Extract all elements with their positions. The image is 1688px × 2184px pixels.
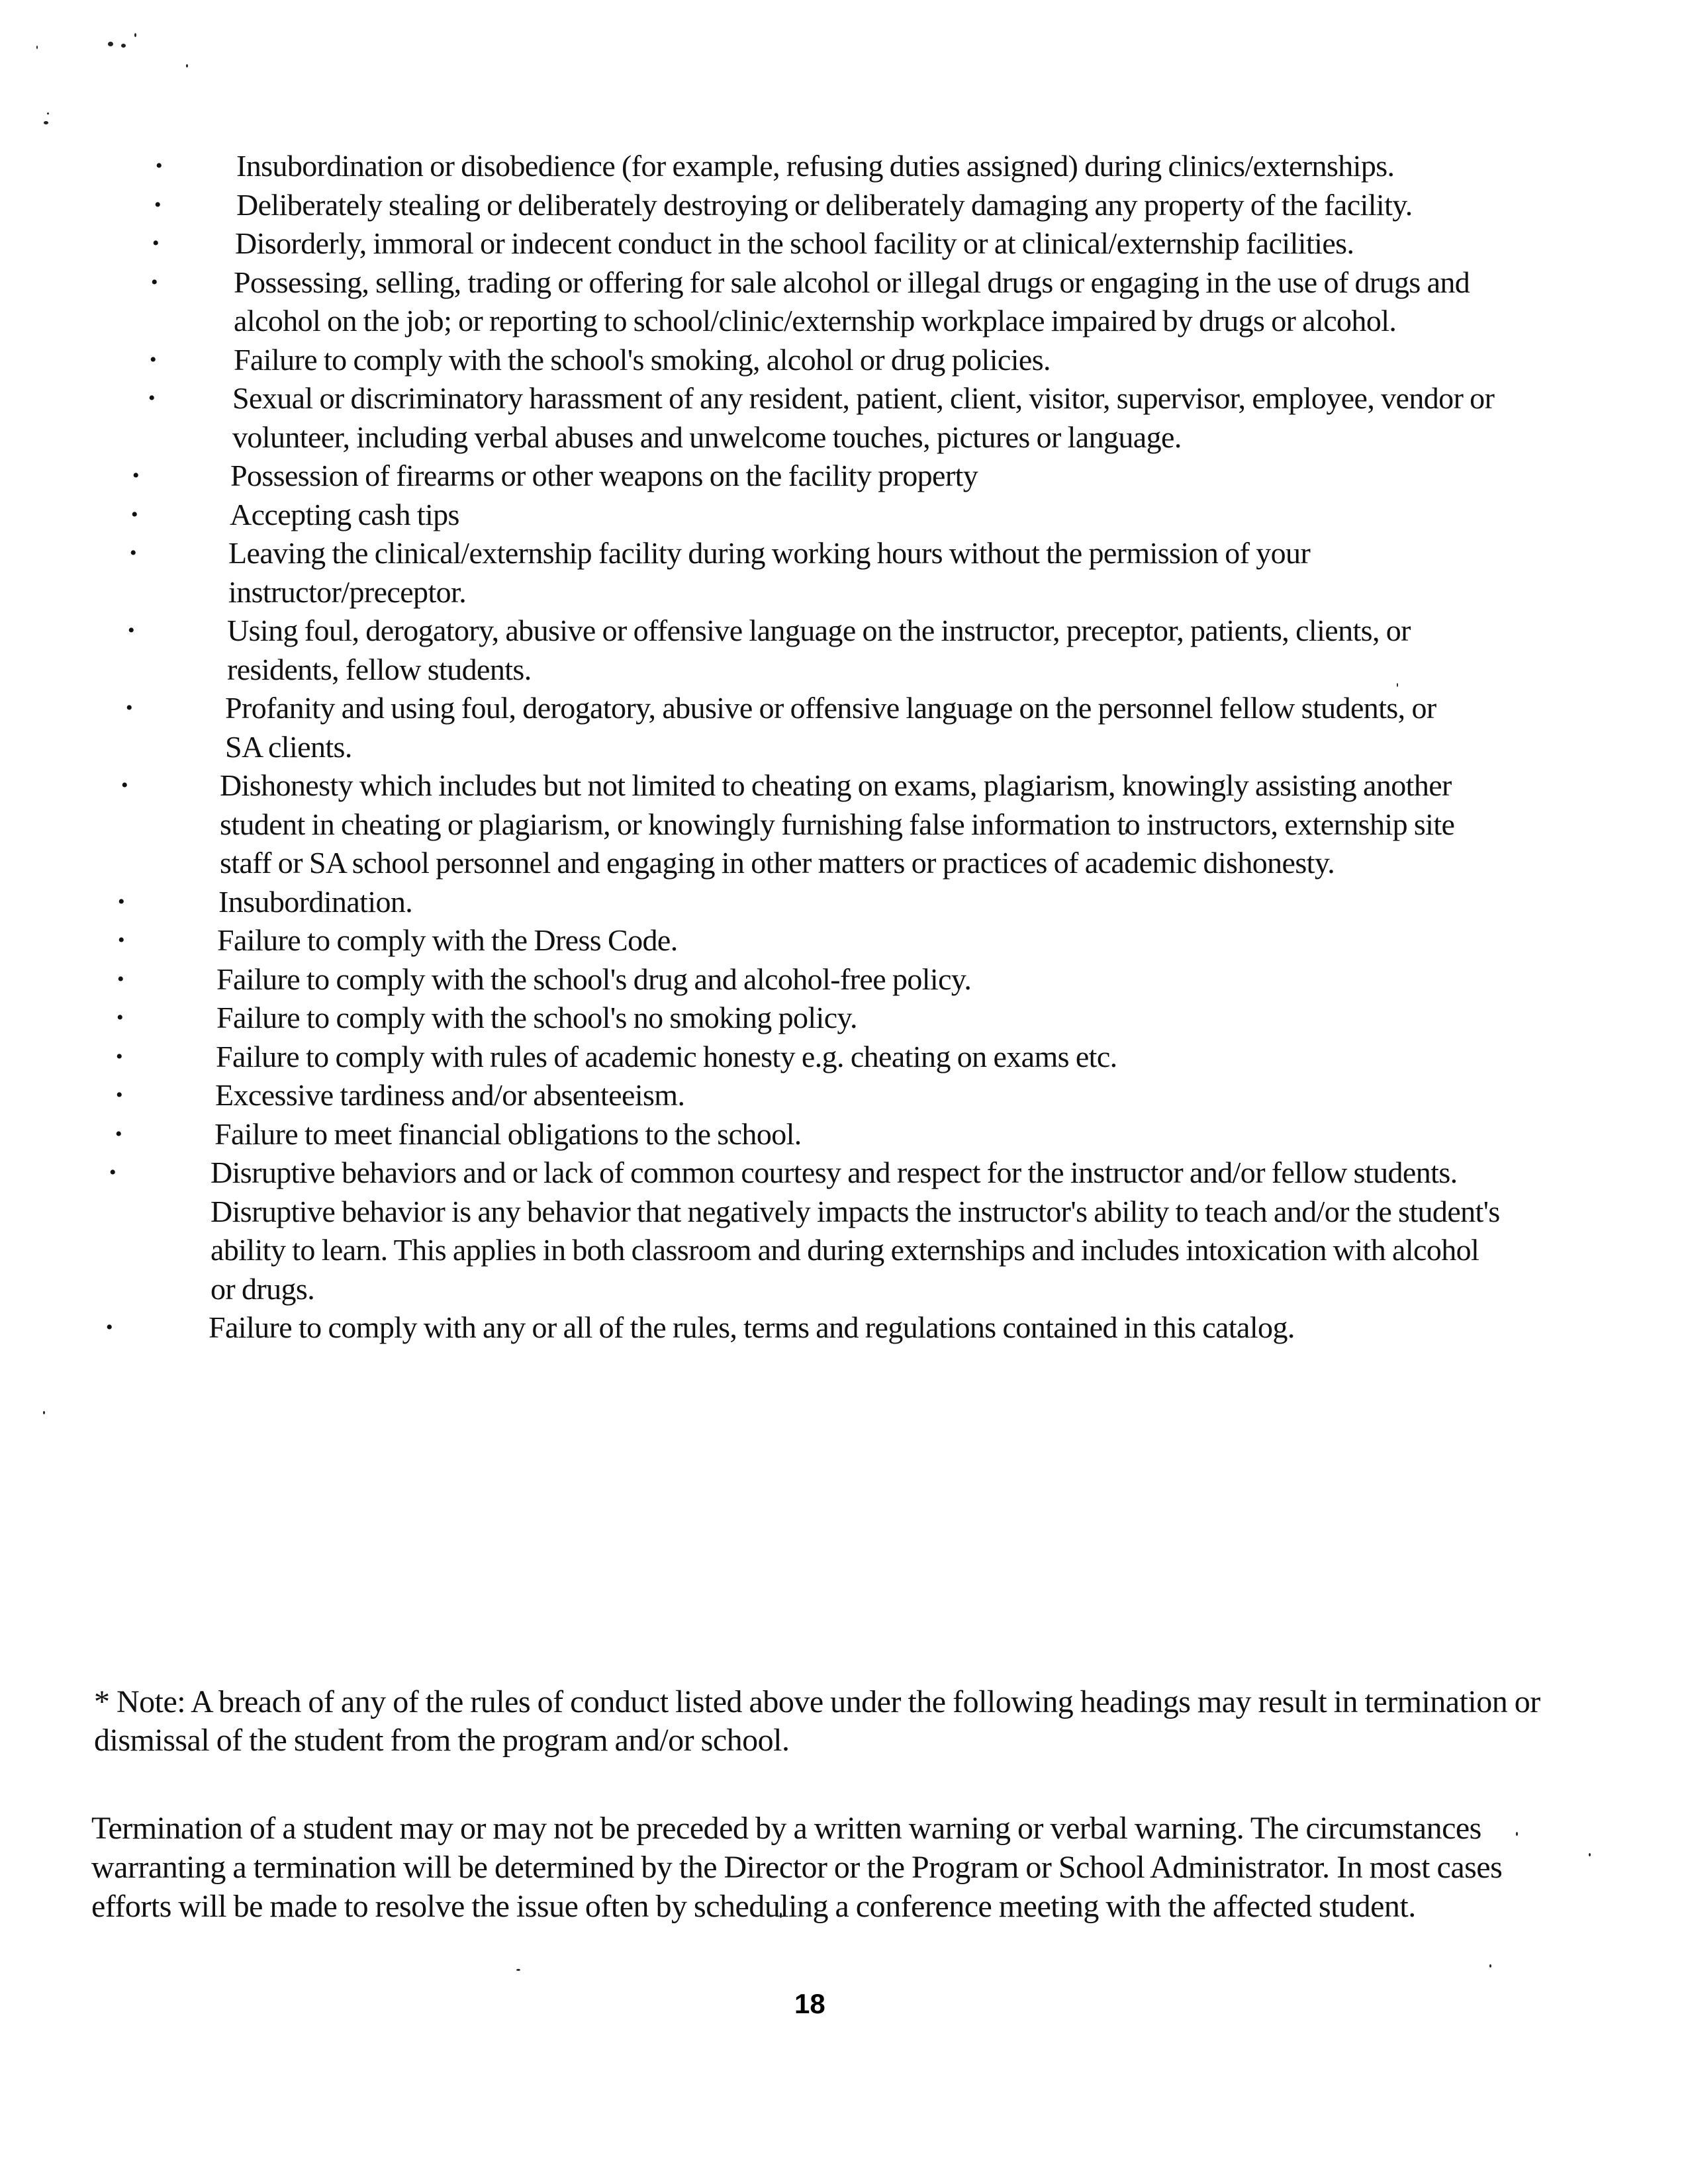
bullet-icon: • <box>128 619 134 641</box>
rule-item <box>0 1308 1688 1347</box>
breach-note: * Note: A breach of any of the rules of conduct listed above under the following headings may result in termination or dismissal of the student from the program and/or school. <box>94 1684 1540 1758</box>
rule-item <box>0 186 1688 225</box>
bullet-icon: • <box>116 1045 122 1068</box>
scan-speck <box>44 121 48 124</box>
scan-speck <box>121 44 126 48</box>
rule-text: Profanity and using foul, derogatory, abusive or offensive language on the personnel fellow students, or SA clients. <box>225 691 1436 764</box>
rule-text: Possessing, selling, trading or offering for sale alcohol or illegal drugs or engaging in the use of drugs and alcohol on the job; or reporting to school/clinic/externship workplace impaired by drugs or alcohol. <box>234 265 1470 338</box>
scan-speck <box>108 42 113 46</box>
rule-text: Excessive tardiness and/or absenteeism. <box>215 1078 685 1112</box>
scan-speck <box>1589 1853 1591 1856</box>
rule-text: Failure to comply with the school's drug and alcohol-free policy. <box>216 962 972 996</box>
rule-text: Accepting cash tips <box>230 497 459 531</box>
rule-item <box>0 921 1688 960</box>
scan-speck <box>134 33 136 37</box>
rule-item <box>0 960 1688 999</box>
scan-speck <box>43 1411 45 1414</box>
rule-text: Failure to comply with any or all of the rules, terms and regulations contained in this catalog. <box>209 1310 1295 1344</box>
rule-text: Using foul, derogatory, abusive or offensive language on the instructor, preceptor, patients, clients, or residents, fellow students. <box>227 614 1411 686</box>
rule-item <box>0 147 1688 186</box>
rule-text: Leaving the clinical/externship facility during working hours without the permission of your instructor/preceptor. <box>228 536 1311 609</box>
bullet-icon: • <box>118 890 124 913</box>
bullet-icon: • <box>132 465 139 486</box>
rule-item <box>0 1076 1688 1115</box>
bullet-icon: • <box>130 542 136 564</box>
rule-text: Disorderly, immoral or indecent conduct in the school facility or at clinical/externship facilities. <box>235 226 1354 260</box>
bullet-icon: • <box>150 348 156 371</box>
rule-item <box>0 689 1688 766</box>
rule-text: Deliberately stealing or deliberately destroying or deliberately damaging any property of the facility. <box>236 187 1413 222</box>
rule-item <box>0 1154 1688 1308</box>
rule-item <box>0 612 1688 689</box>
rule-text: Insubordination or disobedience (for example, refusing duties assigned) during clinics/externships. <box>236 149 1395 183</box>
bullet-icon: • <box>109 1161 116 1183</box>
scan-speck <box>516 1969 520 1971</box>
scan-speck <box>186 64 188 68</box>
rule-item <box>0 1038 1688 1077</box>
rule-item <box>0 263 1688 341</box>
rule-text: Failure to comply with the school's no smoking policy. <box>216 1001 857 1034</box>
scan-speck <box>1489 1964 1491 1968</box>
rules-of-conduct-list <box>0 147 1688 1347</box>
bullet-icon: • <box>116 1084 122 1106</box>
bullet-icon: • <box>156 155 162 177</box>
rule-item <box>0 496 1688 535</box>
rule-text: Insubordination. <box>218 884 413 919</box>
rule-text: Failure to comply with the school's smoking, alcohol or drug policies. <box>234 342 1051 377</box>
rule-text: Failure to comply with rules of academic honesty e.g. cheating on exams etc. <box>216 1039 1117 1073</box>
bullet-icon: • <box>151 271 158 293</box>
rule-text: Dishonesty which includes but not limited to cheating on exams, plagiarism, knowingly assisting another student in cheating or plagiarism, or knowingly furnishing false information to instructors, externship site staff or SA school personnel and engaging in other matters or practices of academic dishonesty. <box>220 768 1455 880</box>
rule-item <box>0 457 1688 496</box>
rule-text: Possession of firearms or other weapons on the facility property <box>230 459 978 492</box>
rule-item <box>0 766 1688 883</box>
bullet-icon: • <box>126 697 132 719</box>
scan-speck <box>36 46 38 49</box>
rule-item <box>0 379 1688 457</box>
rule-item <box>0 883 1688 922</box>
bullet-icon: • <box>117 1007 123 1028</box>
rule-item <box>0 341 1688 380</box>
bullet-icon: • <box>115 1122 122 1145</box>
rule-text: Disruptive behaviors and or lack of common courtesy and respect for the instructor and/or fellow students. Disruptive behavior is any behavior that negatively impacts the instructor's ability to teach and/or the student's ability to learn. This applies in both classroom and during externships and includes intoxication with alcohol or drugs. <box>211 1156 1500 1306</box>
rule-item <box>0 999 1688 1038</box>
scan-speck <box>47 113 49 114</box>
bullet-icon: • <box>117 968 124 990</box>
bullet-icon: • <box>154 193 161 216</box>
bullet-icon: • <box>106 1316 113 1338</box>
rule-text: Failure to comply with the Dress Code. <box>217 923 678 957</box>
bullet-icon: • <box>131 503 138 525</box>
bullet-icon: • <box>118 929 124 951</box>
bullet-icon: • <box>152 232 159 254</box>
bullet-icon: • <box>148 387 155 409</box>
termination-paragraph: Termination of a student may or may not be preceded by a written warning or verbal warning. The circumstances warranting a termination will be determined by the Director or the Program or School Administrator. In most cases efforts will be made to resolve the issue often by scheduling a conference meeting with the affected student. <box>91 1811 1503 1924</box>
rule-text: Failure to meet financial obligations to the school. <box>214 1116 802 1151</box>
rule-item <box>0 534 1688 612</box>
page-number: 18 <box>794 1988 825 2019</box>
rule-item <box>0 1115 1688 1154</box>
bullet-icon: • <box>121 774 128 796</box>
rule-item <box>0 224 1688 263</box>
rule-text: Sexual or discriminatory harassment of any resident, patient, client, visitor, supervisor, employee, vendor or volunteer, including verbal abuses and unwelcome touches, pictures or language. <box>232 381 1495 454</box>
